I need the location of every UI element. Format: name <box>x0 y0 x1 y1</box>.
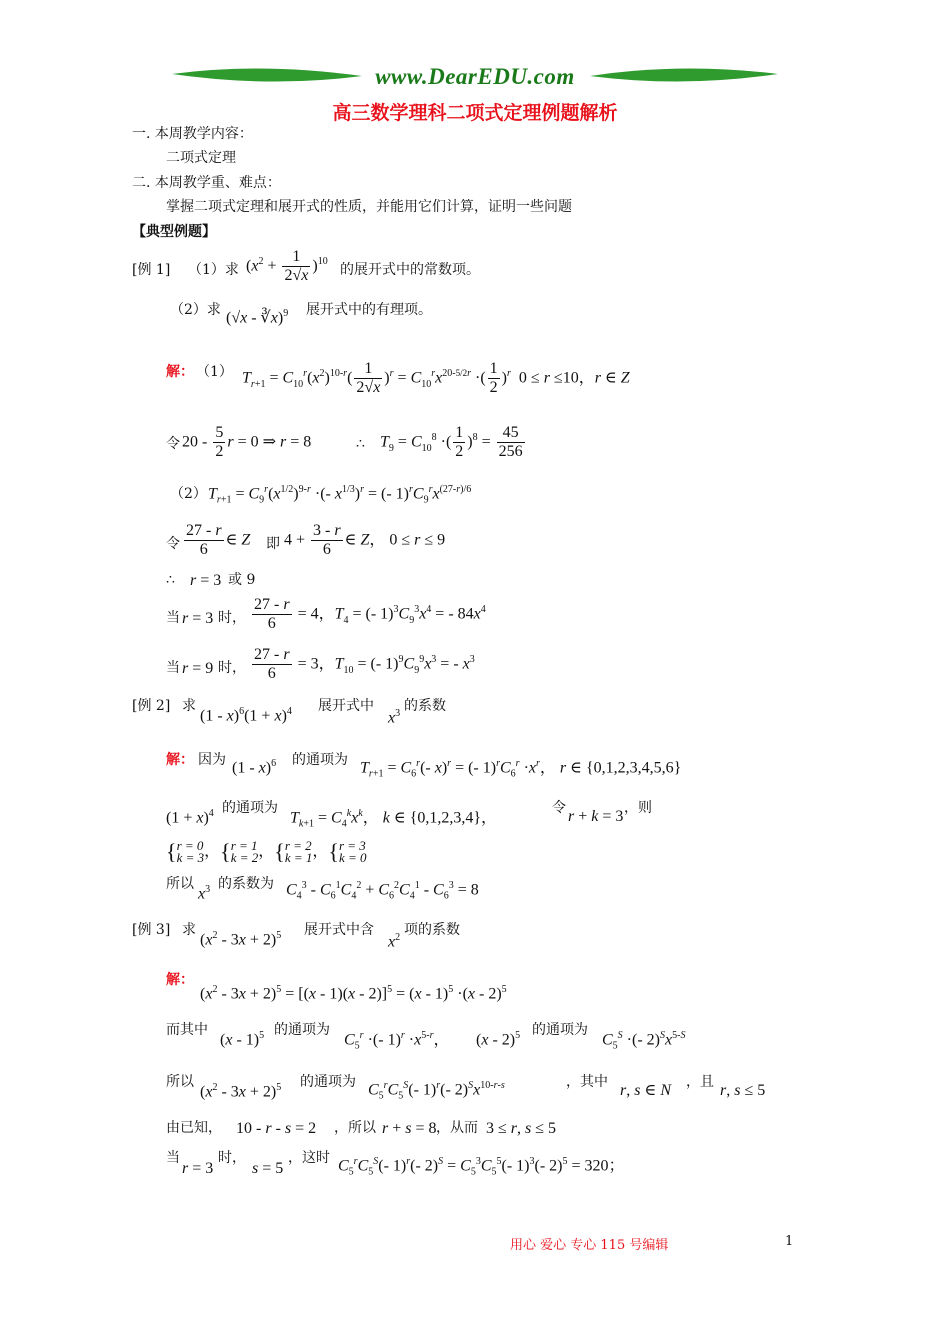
ex1-constant-eq: 20 - $\frac{5}{2}$ r = 0 ⇒ r = 8 <box>182 424 312 461</box>
ex3-factor-a: (x - 1)$^5$ <box>220 1030 265 1049</box>
ex1-t9-value: $T_9 = C_{10}^8$ ·( $\frac{1}{2}$ )$^8$ = $\frac{45}{256}$ <box>380 424 523 461</box>
section-2-label: 二. 本周教学重、难点： <box>132 175 281 191</box>
ex1-r3: r = 3 <box>182 610 214 627</box>
ex3-sum-eq: r + s = 8 <box>382 1120 437 1137</box>
ex1-r9: r = 9 <box>182 660 214 677</box>
ex3-q-mid: 展开式中含 <box>304 922 374 938</box>
ex3-tongxiang-2: 的通项为 <box>532 1022 588 1038</box>
ex1-therefore-1: ∴ <box>356 436 365 452</box>
ex1-dang-2: 当 <box>166 660 180 676</box>
ex3-r3: r = 3 <box>182 1160 214 1177</box>
ex3-exponent-eq: 10 - r - s = 2 <box>236 1120 317 1137</box>
ex2-expression: $(1 - x)^6(1 + x)^4$ <box>200 706 292 725</box>
ex3-tongxiang-1: 的通项为 <box>274 1022 330 1038</box>
ex3-general-combined: $C_5^rC_5^S(-$ 1)$^r$(- $2)^Sx^{10-r-s}$ <box>368 1080 505 1102</box>
ex3-q-post: 项的系数 <box>404 922 460 938</box>
ex1-q1-pre: （1）求 <box>188 262 239 278</box>
ex3-tongxiang-3: 的通项为 <box>300 1074 356 1090</box>
ex2-rk-cond: r + k = 3 <box>568 808 624 825</box>
ex3-qie: ，且 <box>686 1074 714 1090</box>
ex3-dang: 当 <box>166 1150 180 1166</box>
section-1-label: 一. 本周教学内容： <box>132 126 253 142</box>
ex1-case-r9: $\frac{27 - r}{6}$ = 3，$T_{10}$ = (- $1)^9C_9^9x^3$ = - $x^3$ <box>254 646 475 683</box>
ex3-factorization: $(x^2 - 3x + 2)^5 = [(x - 1)(x - 2)]^5 = (x - 1)^5 \cdot(x - 2)^5$ <box>200 984 507 1003</box>
ex1-q1-formula: ($x^2$ + $\frac{1}{2√x}$ )$^{10}$ <box>246 248 328 285</box>
ex1-general-term-2: $T_{r+1} = C_9^r(x^{1/2})^{9-r}$ ·(- $x^{1/3})^r$ = (- $1)^rC_9^rx^{(27-r)/6}$ <box>208 484 472 506</box>
ex2-suoyi: 所以 <box>166 876 194 892</box>
ex2-x3-b: $x^3$ <box>198 884 211 903</box>
ex2-solution-label: 解： <box>166 752 194 768</box>
ex1-dang-1: 当 <box>166 610 180 626</box>
ex2-because: 因为 <box>198 752 226 768</box>
ex2-label: [例 2] <box>132 698 171 714</box>
ex1-r-equals: r = 3 <box>190 572 222 589</box>
ex3-congerr: ，从而 <box>436 1120 478 1136</box>
ex1-q2-pre: （2）求 <box>170 302 221 318</box>
ex2-tongxiang-2: 的通项为 <box>222 800 278 816</box>
ex3-range: 3 ≤ r, s ≤ 5 <box>486 1120 557 1137</box>
ex2-result: $C_4^3 - C_6^1C_4^2 + C_6^2C_4^1 - C_6^3 = 8$ <box>286 880 479 902</box>
ex1-therefore-2: ∴ <box>166 572 175 588</box>
ex3-suoyi2: ，所以 <box>334 1120 376 1136</box>
footer-text: 用心 爱心 专心 115 号编辑 <box>510 1238 669 1253</box>
page-title: 高三数学理科二项式定理例题解析 <box>332 102 618 124</box>
section-1-body: 二项式定理 <box>166 150 236 166</box>
ex1-shi-2: 时， <box>218 660 246 676</box>
ex1-q2-post: 展开式中的有理项。 <box>306 302 432 318</box>
ex3-expression-b: $(x^2 - 3x + 2)^5$ <box>200 1082 282 1101</box>
ex2-q-post: 的系数 <box>404 698 446 714</box>
ex1-ji: 即 <box>266 536 280 552</box>
ex2-q-mid: 展开式中 <box>318 698 374 714</box>
ex3-general-a: $C_5^r$ ·(- $1)^r \cdot x^{5-r}$， <box>344 1030 450 1052</box>
ex1-or9: 或 9 <box>228 572 256 588</box>
ex3-final: $C_5^rC_5^S(-$ 1)$^r$(- $2)^S = C_5^3C_5^5(-$ 1)$^3$(- 2)$^5$ = 320； <box>338 1156 625 1178</box>
ex3-zheshi: ，这时 <box>288 1150 330 1166</box>
section-2-body: 掌握二项式定理和展开式的性质，并能用它们计算，证明一些问题 <box>166 199 572 215</box>
ex3-shi: 时， <box>218 1150 246 1166</box>
ex3-general-b: $C_5^S$ ·(- $2)^Sx^{5-S}$ <box>602 1030 686 1052</box>
ex1-rational-cond-2: 4 + $\frac{3 - r}{6}$ ∈ Z， 0 ≤ r ≤ 9 <box>284 522 446 559</box>
ex1-general-term: $T_{r+1} = C_{10}^r(x^2)^{10-r}$( $\frac{1}{2√x}$ )$^r = C_{10}^rx^{20-5/2r}$ ·( $\frac{1}{2}$ )$^r$ 0 ≤ r ≤10，r ∈ Z <box>242 360 630 397</box>
ex3-q-pre: 求 <box>182 922 196 938</box>
ex2-xishu: 的系数为 <box>218 876 274 892</box>
ex1-ling-2: 令 <box>166 536 180 552</box>
ex2-q-pre: 求 <box>182 698 196 714</box>
ex2-cases: {r = 0 k = 3，{r = 1 k = 2，{r = 2 k = 1，{r = 3 k = 0 <box>166 838 367 866</box>
ex3-rs-natural: r, s ∈ N <box>620 1082 671 1099</box>
ex2-x3: $x^3$ <box>388 708 401 727</box>
ex2-general-b: $T_{k+1} = C_4^kx^k$， k ∈ {0,1,2,3,4}， <box>290 808 498 830</box>
ex1-part1-label: （1） <box>196 364 233 380</box>
page-number: 1 <box>785 1234 794 1249</box>
ex3-qizhong: ，其中 <box>566 1074 608 1090</box>
ex1-solution-label: 解： <box>166 364 194 380</box>
ex1-q1-post: 的展开式中的常数项。 <box>340 262 480 278</box>
ex2-ling: 令 <box>552 800 566 816</box>
ex3-x2: $x^2$ <box>388 932 401 951</box>
ex1-q2-formula: (√x - ∛x)$^9$ <box>226 308 289 327</box>
ex3-label: [例 3] <box>132 922 171 938</box>
ex2-tongxiang-1: 的通项为 <box>292 752 348 768</box>
ex2-term-a: (1 - x)$^6$ <box>232 758 277 777</box>
ex1-ling-1: 令 <box>166 436 180 452</box>
typical-examples-heading: 【典型例题】 <box>132 224 216 240</box>
ex3-s5: s = 5 <box>252 1160 284 1177</box>
ex1-part2-label: （2） <box>170 486 207 502</box>
ex1-label: [例 1] <box>132 262 171 278</box>
ex3-suoyi: 所以 <box>166 1074 194 1090</box>
ex1-rational-cond-1: $\frac{27 - r}{6}$ ∈ Z <box>186 522 251 559</box>
ex2-term-b: $(1 + x)^4$ <box>166 808 214 827</box>
ex1-shi-1: 时， <box>218 610 246 626</box>
ex3-rs-bound: r, s ≤ 5 <box>720 1082 766 1099</box>
ex3-expression: $(x^2 - 3x + 2)^5$ <box>200 930 282 949</box>
ex2-ze: ，则 <box>624 800 652 816</box>
ex3-solution-label: 解： <box>166 972 194 988</box>
ex3-erqi: 而其中 <box>166 1022 208 1038</box>
ex2-general-a: $T_{r+1} = C_6^r(-$ x)$^r$ = (- $1)^rC_6^r \cdot x^r$， r ∈ {0,1,2,3,4,5,6} <box>360 758 682 780</box>
ex3-youyizhi: 由已知， <box>166 1120 222 1136</box>
ex3-factor-b: (x - 2)$^5$ <box>476 1030 521 1049</box>
ex1-case-r3: $\frac{27 - r}{6}$ = 4，$T_4$ = (- $1)^3C_9^3x^4$ = - $84x^4$ <box>254 596 486 633</box>
site-logo: www.DearEDU.com <box>375 64 575 89</box>
